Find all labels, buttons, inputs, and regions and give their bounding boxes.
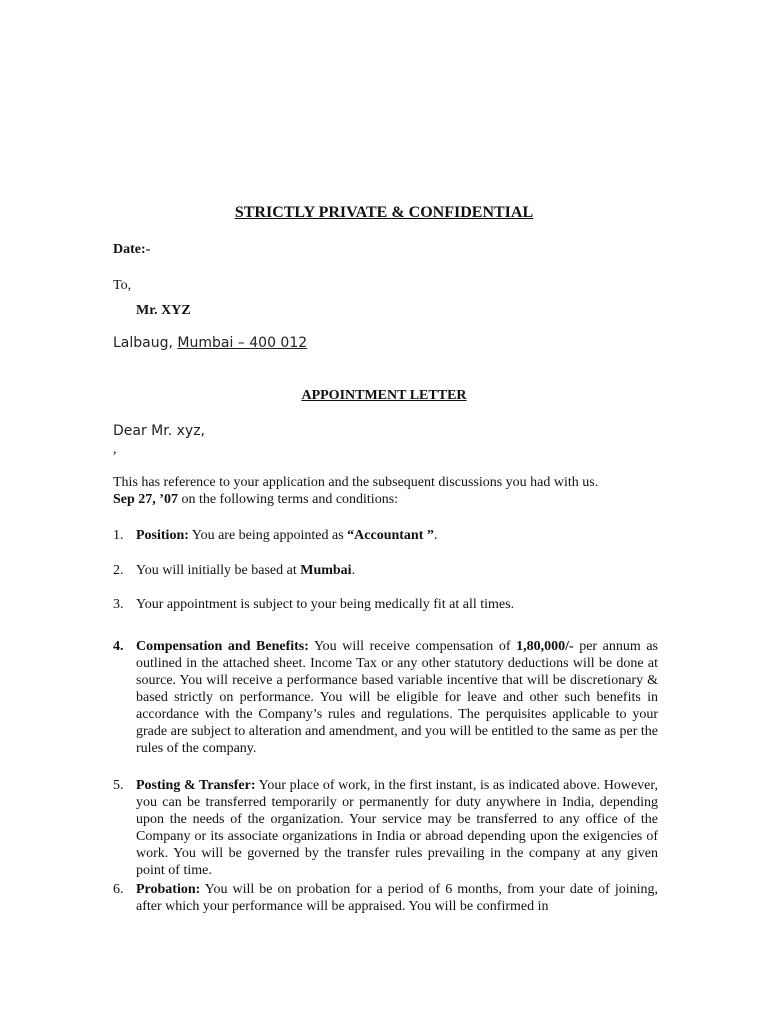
to-label: To, <box>113 278 132 293</box>
recipient-name: Mr. XYZ <box>136 303 191 318</box>
item-body <box>136 881 658 915</box>
item-heading: Posting & Transfer: <box>136 778 256 793</box>
address-locality: Lalbaug, <box>113 335 173 351</box>
term-item-position <box>113 527 658 544</box>
term-item-compensation <box>113 638 658 757</box>
item-heading: Probation: <box>136 882 201 897</box>
item-text-after: . <box>351 563 356 578</box>
term-item-location <box>113 562 658 579</box>
intro-paragraph <box>113 474 658 508</box>
salutation-extra: , <box>113 442 117 457</box>
date-label: Date:- <box>113 242 151 257</box>
item-text-after: Your place of work, in the first instant, is as indicated above. However, you can be transferred temporarily or permanently for duty anywhere in India, depending upon the needs of the organization. Your service may be transferred to any office of the Company or its associate organizations in India or abroad depending upon the exigencies of work. You will be governed by the transfer rules prevailing in the company at any given point of time. <box>136 778 659 878</box>
item-number: 2. <box>113 563 124 578</box>
item-text: You are being appointed as <box>188 528 348 543</box>
item-body <box>136 777 658 879</box>
item-text: You will receive compensation of <box>308 639 517 654</box>
item-number: 6. <box>113 882 124 897</box>
item-highlight: “Accountant ” <box>347 528 434 543</box>
item-text-after: . <box>433 528 438 543</box>
item-number: 5. <box>113 778 124 793</box>
item-number: 4. <box>113 639 124 654</box>
intro-line-1: This has reference to your application and the subsequent discussions you had with us. <box>113 475 599 490</box>
item-number: 3. <box>113 597 124 612</box>
item-heading: Position: <box>136 528 189 543</box>
item-heading: Compensation and Benefits: <box>136 639 309 654</box>
item-body <box>136 527 658 544</box>
term-item-posting-transfer <box>113 777 658 879</box>
item-body <box>136 638 658 757</box>
intro-date: Sep 27, ’07 <box>113 492 178 507</box>
item-body <box>136 562 658 579</box>
term-item-medical <box>113 596 658 613</box>
letter-subject: APPOINTMENT LETTER <box>301 388 467 403</box>
item-body: Your appointment is subject to your being medically fit at all times. <box>136 597 515 612</box>
item-text: You will initially be based at <box>136 563 301 578</box>
item-text-after: per annum as outlined in the attached sheet. Income Tax or any other statutory deductions will be done at source. You will receive a performance based variable incentive that will be discretionary & based strictly on performance. You will be eligible for leave and other such benefits in accordance with the Company’s rules and regulations. The perquisites applicable to your grade are subject to alteration and amendment, and you will be entitled to the same as per the rules of the company. <box>136 639 658 756</box>
item-highlight: 1,80,000/- <box>516 639 574 654</box>
confidential-title: STRICTLY PRIVATE & CONFIDENTIAL <box>234 204 534 221</box>
intro-line-2 <box>113 491 658 508</box>
item-number: 1. <box>113 528 124 543</box>
salutation: Dear Mr. xyz, <box>113 423 205 439</box>
item-highlight: Mumbai <box>300 563 352 578</box>
intro-line-2-rest: on the following terms and conditions: <box>177 492 399 507</box>
item-text-after: You will be on probation for a period of 6 months, from your date of joining, after which your performance will be appraised. You will be confirmed in <box>136 882 658 914</box>
address-city-pin: Mumbai – 400 012 <box>177 335 308 351</box>
term-item-probation <box>113 881 658 915</box>
recipient-address <box>113 335 307 352</box>
